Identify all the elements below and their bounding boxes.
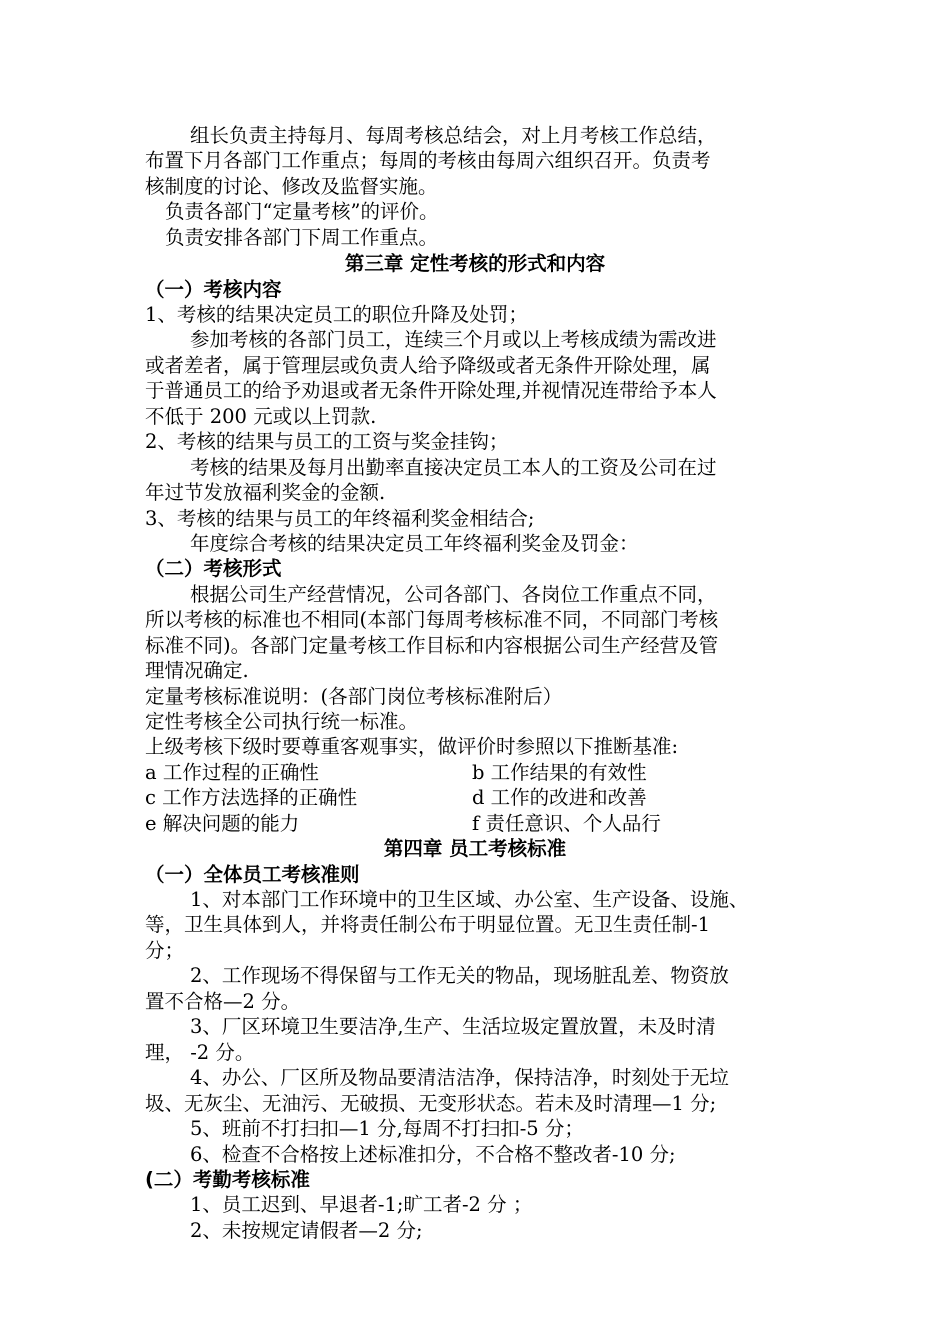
text-line: 布置下月各部门工作重点；每周的考核由每周六组织召开。负责考: [145, 149, 711, 172]
text-line: 4、办公、厂区所及物品要清洁洁净，保持洁净，时刻处于无垃: [190, 1066, 729, 1089]
criteria-row: [145, 811, 845, 836]
chapter-title: 第三章 定性考核的形式和内容: [344, 252, 606, 275]
section-heading: （一）全体员工考核准则: [145, 863, 360, 886]
criteria-item: e 解决问题的能力: [145, 812, 300, 835]
chapter-title: 第四章 员工考核标准: [383, 837, 567, 860]
text-line: 分；: [145, 939, 185, 962]
text-line: 参加考核的各部门员工，连续三个月或以上考核成绩为需改进: [190, 328, 717, 351]
text-line: 负责各部门“定量考核”的评价。: [165, 200, 439, 223]
text-line: 1、考核的结果决定员工的职位升降及处罚；: [145, 303, 528, 326]
text-line: 理， -2 分。: [145, 1041, 255, 1064]
text-line: 2、考核的结果与员工的工资与奖金挂钩；: [145, 430, 509, 453]
text-line: 考核的结果及每月出勤率直接决定员工本人的工资及公司在过: [190, 456, 717, 479]
text-line: 6、检查不合格按上述标准扣分，不合格不整改者-10 分;: [190, 1143, 676, 1166]
text-line: 所以考核的标准也不相同(本部门每周考核标准不同，不同部门考核: [145, 608, 719, 631]
criteria-item: a 工作过程的正确性: [145, 761, 319, 784]
text-line: 置不合格—2 分。: [145, 990, 301, 1013]
text-line: 定性考核全公司执行统一标准。: [145, 710, 419, 733]
text-line: 负责安排各部门下周工作重点。: [165, 226, 439, 249]
section-heading: （二）考核形式: [145, 557, 282, 580]
criteria-row: [145, 785, 845, 810]
text-line: 2、工作现场不得保留与工作无关的物品，现场脏乱差、物资放: [190, 964, 729, 987]
criteria-item: f 责任意识、个人品行: [472, 812, 661, 835]
text-line: 组长负责主持每月、每周考核总结会，对上月考核工作总结，: [190, 124, 717, 147]
criteria-item: c 工作方法选择的正确性: [145, 786, 358, 809]
text-line: 标准不同)。各部门定量考核工作目标和内容根据公司生产经营及管: [145, 634, 719, 657]
text-line: 定量考核标准说明：(各部门岗位考核标准附后）: [145, 685, 563, 708]
criteria-row: [145, 760, 845, 785]
text-line: 年度综合考核的结果决定员工年终福利奖金及罚金：: [190, 532, 639, 555]
section-heading: (二）考勤考核标准: [145, 1168, 310, 1191]
text-line: 1、对本部门工作环境中的卫生区域、办公室、生产设备、设施、: [190, 888, 749, 911]
text-line: 2、未按规定请假者—2 分;: [190, 1219, 423, 1242]
text-line: 年过节发放福利奖金的金额.: [145, 481, 386, 504]
text-line: 上级考核下级时要尊重客观事实，做评价时参照以下推断基准:: [145, 735, 679, 758]
text-line: 1、员工迟到、早退者-1;旷工者-2 分 ；: [190, 1193, 533, 1216]
text-line: 不低于 200 元或以上罚款.: [145, 405, 377, 428]
text-line: 根据公司生产经营情况，公司各部门、各岗位工作重点不同，: [190, 583, 717, 606]
criteria-item: b 工作结果的有效性: [472, 761, 647, 784]
text-line: 核制度的讨论、修改及监督实施。: [145, 175, 438, 198]
text-line: 圾、无灰尘、无油污、无破损、无变形状态。若未及时清理—1 分;: [145, 1092, 717, 1115]
text-line: 于普通员工的给予劝退或者无条件开除处理,并视情况连带给予本人: [145, 379, 717, 402]
text-line: 3、考核的结果与员工的年终福利奖金相结合;: [145, 507, 535, 530]
section-heading: （一）考核内容: [145, 278, 282, 301]
text-line: 3、厂区环境卫生要洁净,生产、生活垃圾定置放置，未及时清: [190, 1015, 716, 1038]
text-line: 或者差者，属于管理层或负责人给予降级或者无条件开除处理，属: [145, 354, 711, 377]
text-line: 5、班前不打扫扣—1 分,每周不打扫扣-5 分；: [190, 1117, 584, 1140]
text-line: 等，卫生具体到人，并将责任制公布于明显位置。无卫生责任制-1: [145, 913, 710, 936]
criteria-item: d 工作的改进和改善: [472, 786, 647, 809]
text-line: 理情况确定.: [145, 659, 249, 682]
